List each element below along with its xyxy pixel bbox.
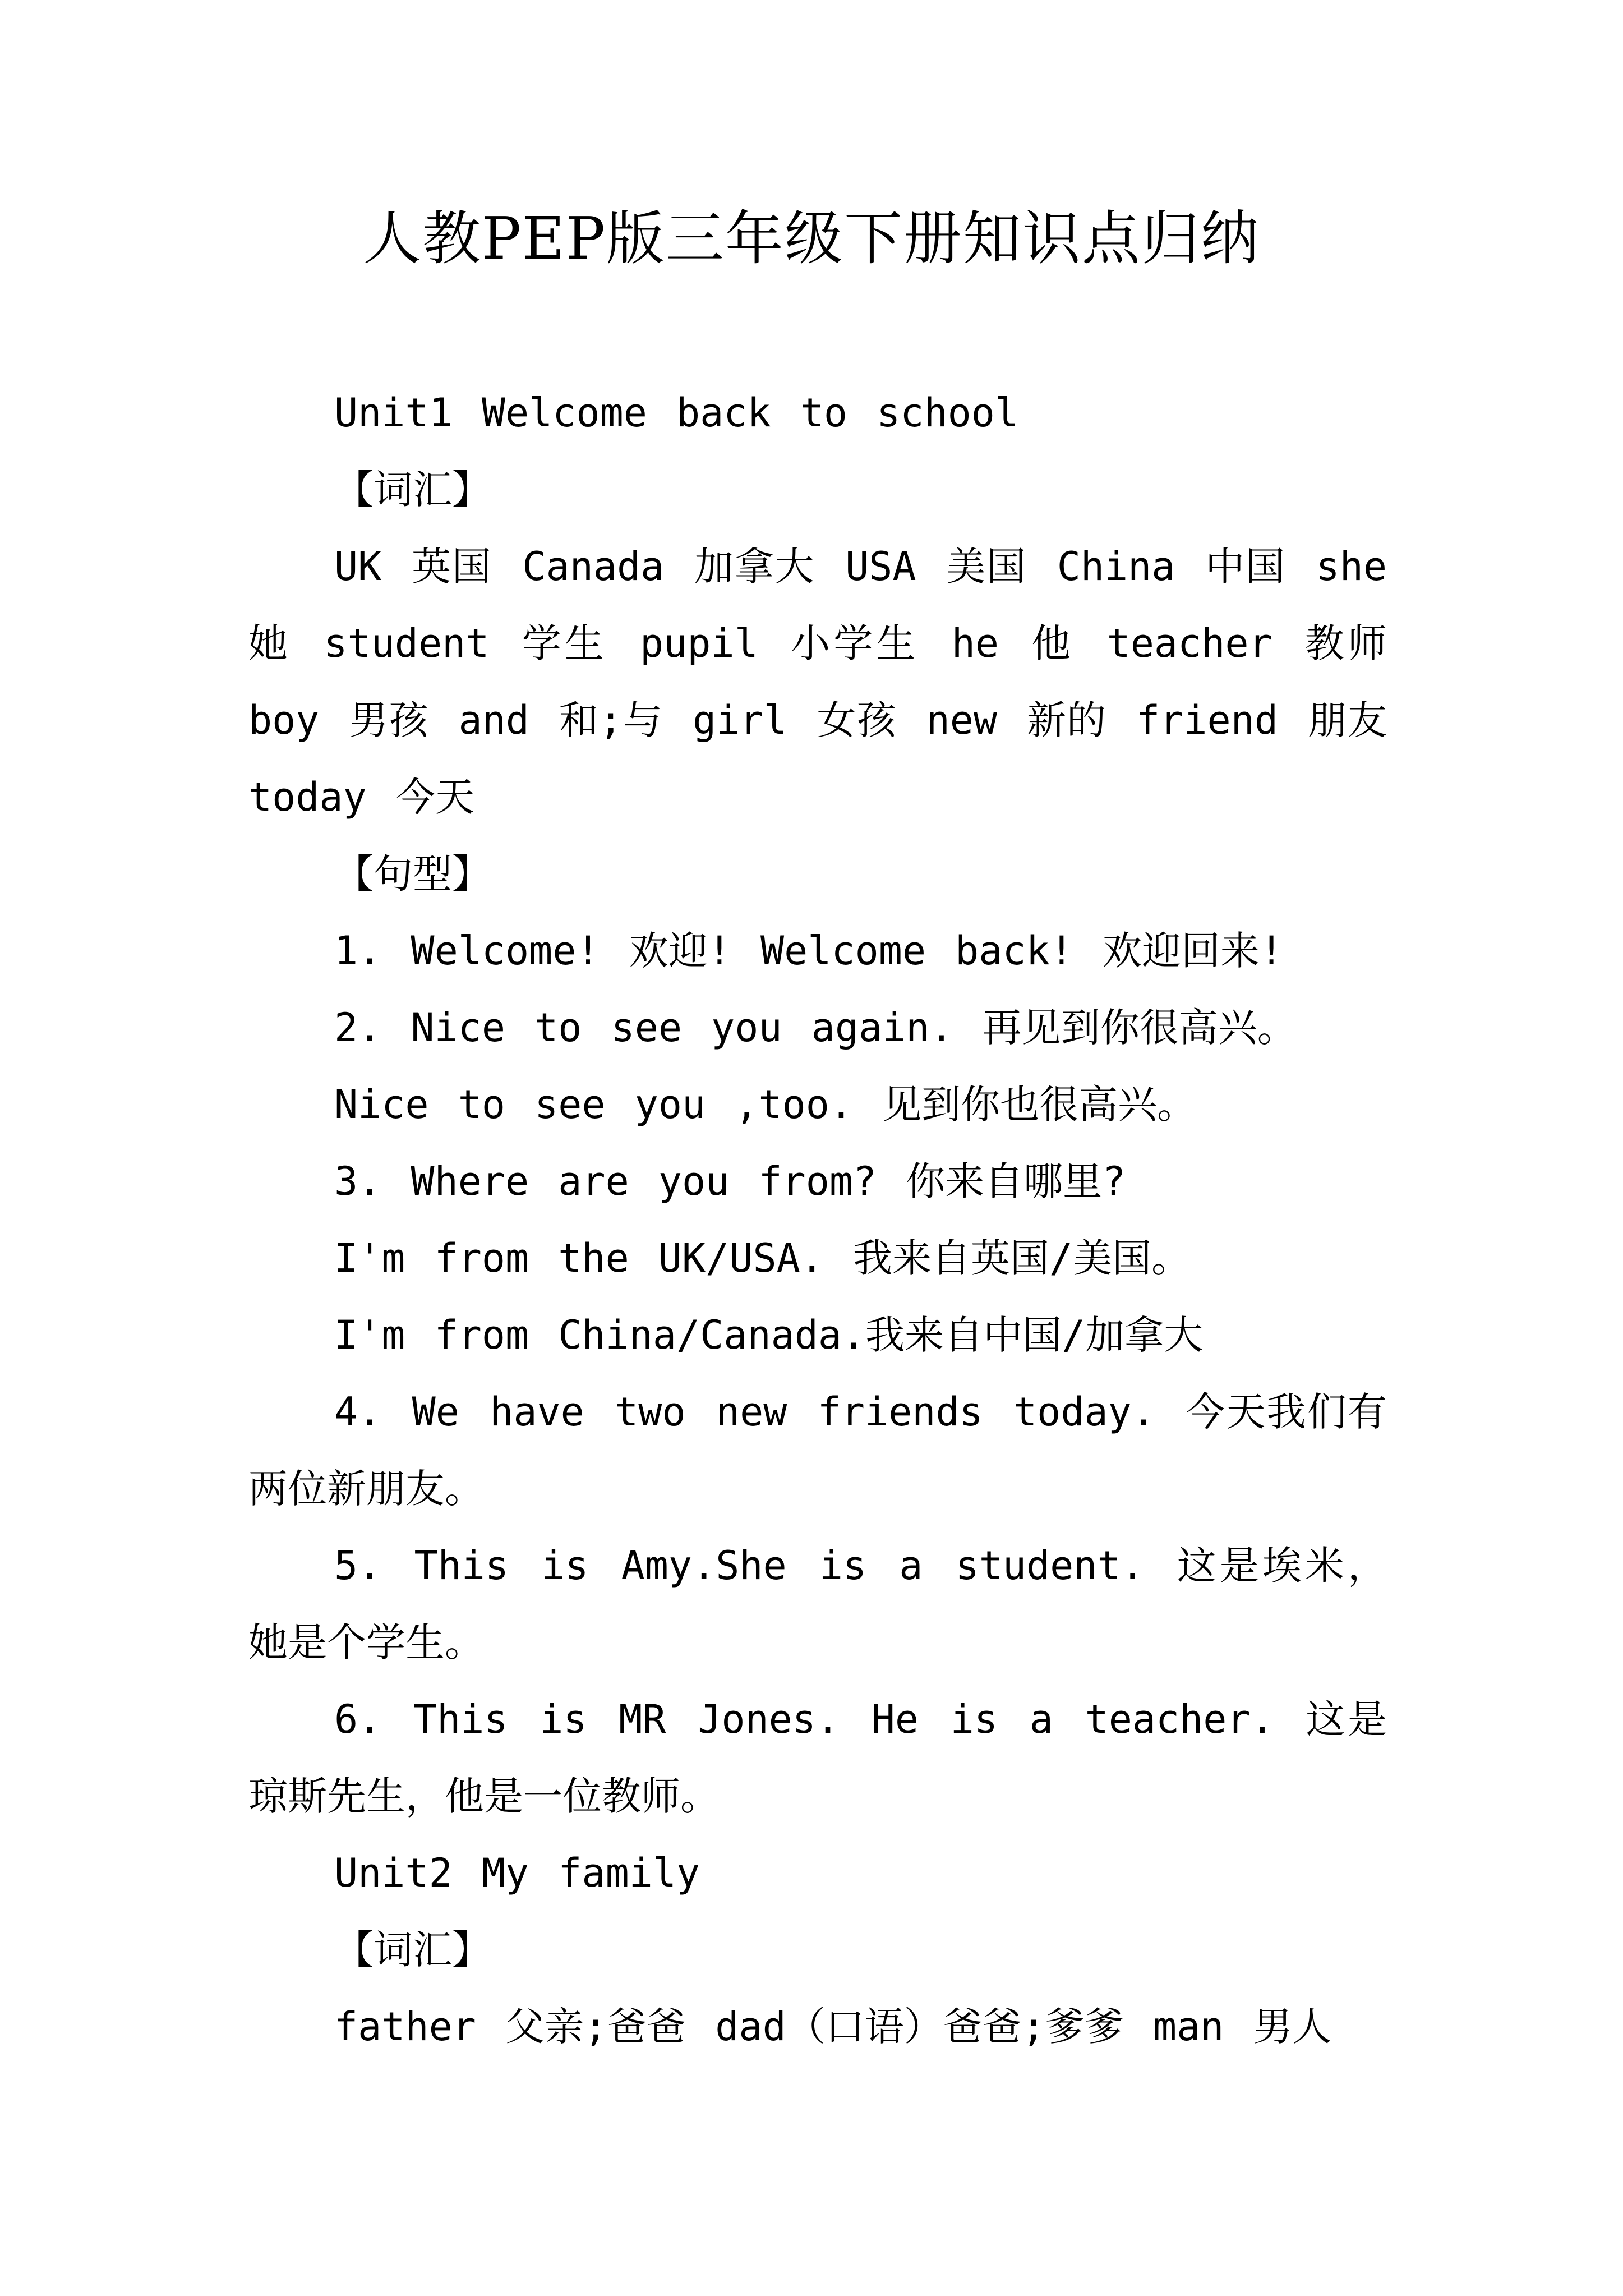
vocabulary-list: father 父亲;爸爸 dad（口语）爸爸;爹爹 man 男人 — [334, 2004, 1332, 2050]
vocabulary-label: 【词汇】 — [334, 467, 491, 513]
document-body — [248, 375, 1387, 2065]
sentence-item: 1. Welcome! 欢迎! Welcome back! 欢迎回来! — [334, 928, 1284, 974]
document-title: 人教PEP版三年级下册知识点归纳 — [363, 204, 1260, 273]
sentence-item: I'm from China/Canada.我来自中国/加拿大 — [334, 1312, 1204, 1358]
sentence-item: 6. This is MR Jones. He is a teacher. 这是琼斯先生，他是一位教师。 — [248, 1696, 1387, 1819]
vocabulary-label: 【词汇】 — [334, 1927, 491, 1973]
sentence-item: Nice to see you ,too. 见到你也很高兴。 — [334, 1082, 1197, 1128]
sentence-patterns-label: 【句型】 — [334, 851, 491, 897]
sentence-item: 3. Where are you from? 你来自哪里? — [334, 1158, 1126, 1204]
vocabulary-list: UK 英国 Canada 加拿大 USA 美国 China 中国 she 她 student 学生 pupil 小学生 he 他 teacher 教师 boy 男孩 and 和;与 girl 女孩 new 新的 friend 朋友 today 今天 — [248, 544, 1387, 820]
sentence-item: I'm from the UK/USA. 我来自英国/美国。 — [334, 1235, 1191, 1281]
unit2-heading: Unit2 My family — [334, 1850, 700, 1896]
unit1-heading: Unit1 Welcome back to school — [334, 390, 1019, 436]
sentence-item: 2. Nice to see you again. 再见到你很高兴。 — [334, 1005, 1297, 1051]
sentence-item: 4. We have two new friends today. 今天我们有两位新朋友。 — [248, 1389, 1387, 1512]
sentence-item: 5. This is Amy.She is a student. 这是埃米，她是个学生。 — [248, 1543, 1387, 1665]
